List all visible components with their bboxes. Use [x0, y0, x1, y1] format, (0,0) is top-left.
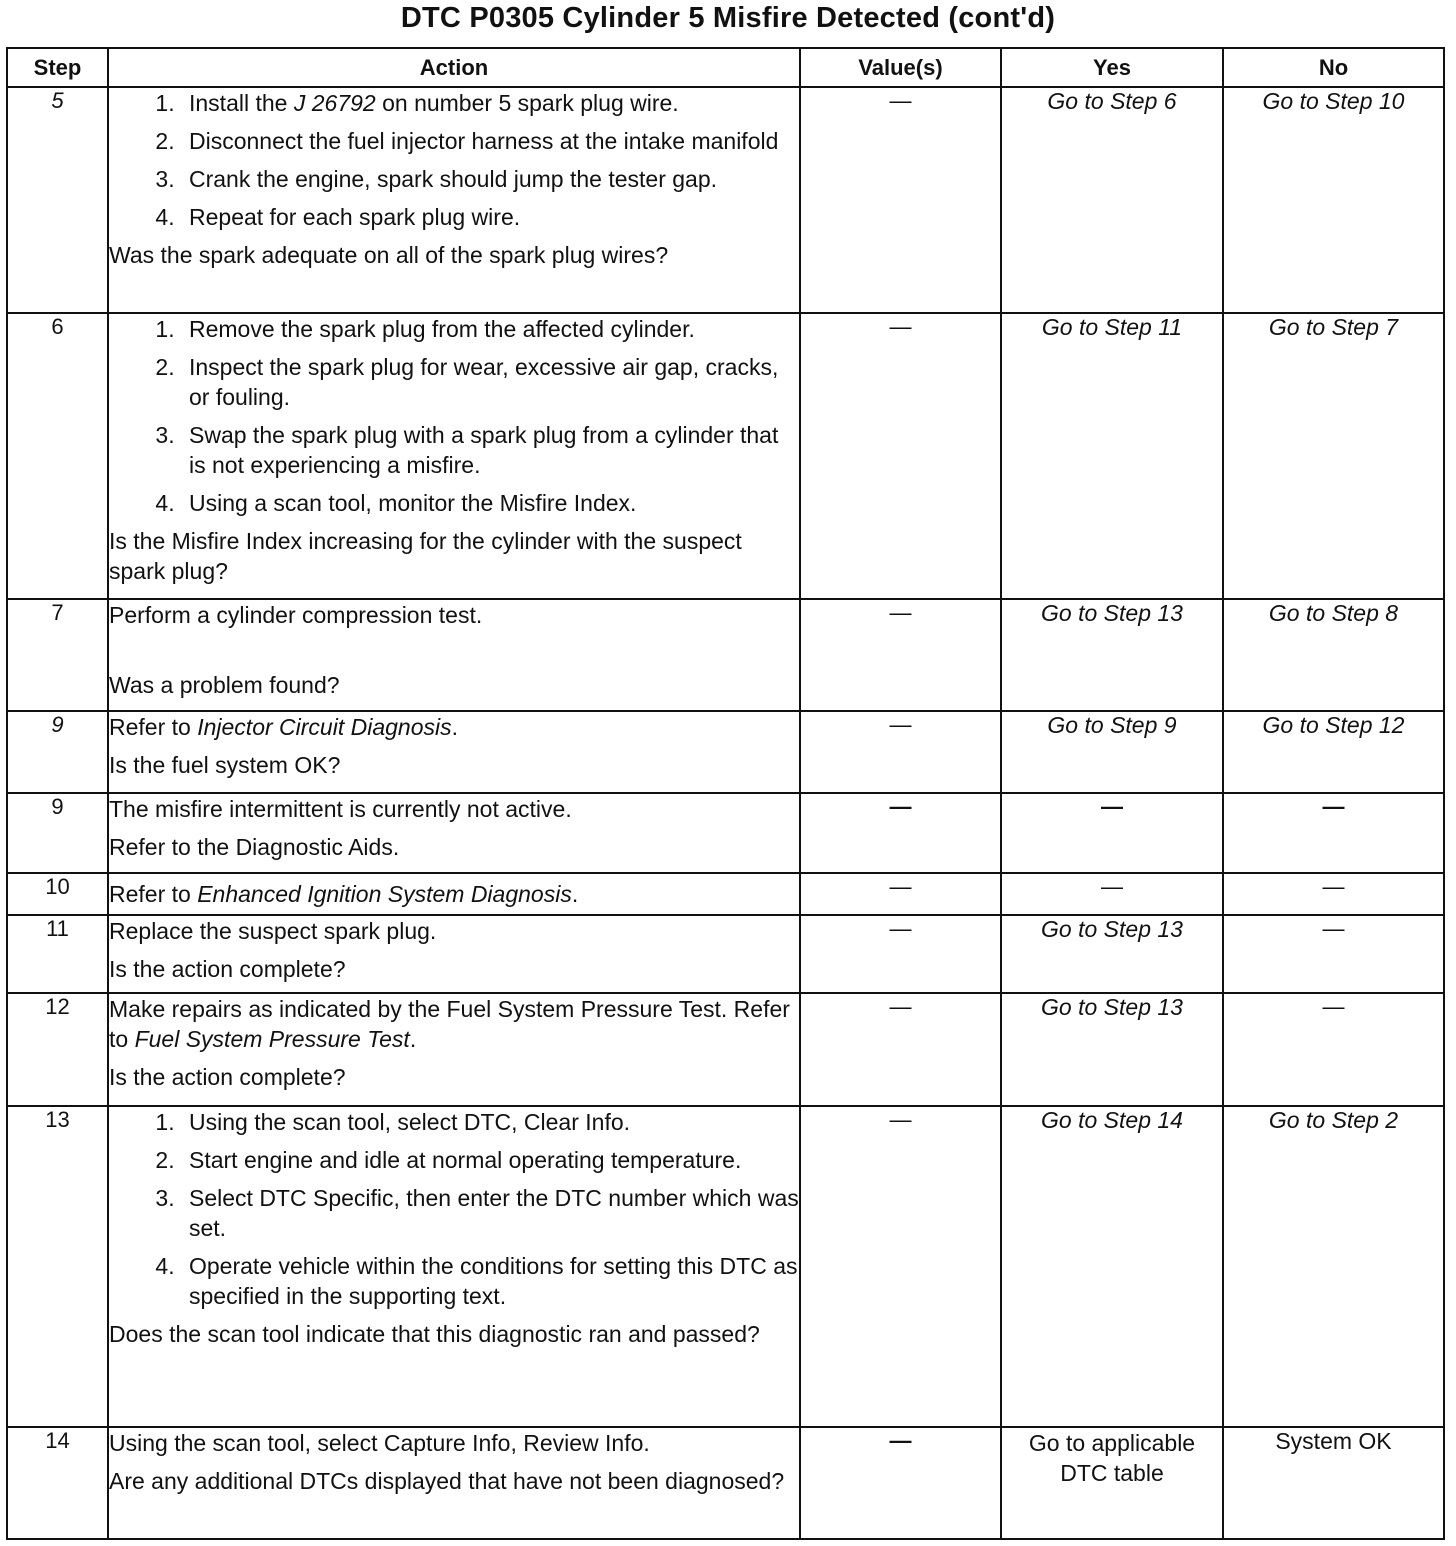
action-question: Is the action complete?	[109, 956, 346, 982]
value-cell: —	[800, 793, 1001, 873]
table-row	[7, 793, 1444, 873]
action-steps	[109, 88, 799, 232]
yes-cell: Go to Step 9	[1001, 711, 1223, 793]
action-step: 3. Crank the engine, spark should jump the tester gap.	[181, 164, 799, 194]
value-cell: —	[800, 1106, 1001, 1427]
action-step: 1. Install the J 26792 on number 5 spark plug wire.	[181, 88, 799, 118]
header-action: Action	[108, 48, 800, 87]
action-question: Does the scan tool indicate that this diagnostic ran and passed?	[109, 1321, 760, 1347]
action-step: 4. Repeat for each spark plug wire.	[181, 202, 799, 232]
table-row	[7, 711, 1444, 793]
no-cell: —	[1223, 793, 1444, 873]
action-steps	[109, 314, 799, 518]
action-step: 1. Remove the spark plug from the affected cylinder.	[181, 314, 799, 344]
step-number: 5	[7, 87, 108, 313]
action-step: 3. Swap the spark plug with a spark plug from a cylinder that is not experiencing a misfire.	[181, 420, 799, 480]
action-cell	[108, 793, 800, 873]
action-text: Using the scan tool, select Capture Info, Review Info.	[109, 1430, 650, 1456]
table-row	[7, 915, 1444, 993]
header-row	[7, 48, 1444, 87]
action-question: Are any additional DTCs displayed that have not been diagnosed?	[109, 1468, 785, 1494]
value-cell: —	[800, 873, 1001, 915]
no-cell: Go to Step 8	[1223, 599, 1444, 711]
yes-cell: —	[1001, 873, 1223, 915]
no-cell: Go to Step 10	[1223, 87, 1444, 313]
no-cell: Go to Step 7	[1223, 313, 1444, 599]
table-row	[7, 1106, 1444, 1427]
table-row	[7, 993, 1444, 1106]
step-number: 7	[7, 599, 108, 711]
action-cell	[108, 1106, 800, 1427]
yes-cell: Go to Step 14	[1001, 1106, 1223, 1427]
action-text: Replace the suspect spark plug.	[109, 918, 437, 944]
action-question: Is the Misfire Index increasing for the cylinder with the suspect spark plug?	[109, 528, 742, 584]
step-number: 14	[7, 1427, 108, 1539]
no-cell: —	[1223, 993, 1444, 1106]
step-number: 6	[7, 313, 108, 599]
header-no: No	[1223, 48, 1444, 87]
header-yes: Yes	[1001, 48, 1223, 87]
header-values: Value(s)	[800, 48, 1001, 87]
action-question: Was a problem found?	[109, 672, 340, 698]
action-cell	[108, 599, 800, 711]
step-number: 10	[7, 873, 108, 915]
yes-cell: Go to Step 13	[1001, 915, 1223, 993]
table-row	[7, 599, 1444, 711]
action-text: Make repairs as indicated by the Fuel System Pressure Test. Refer to Fuel System Pressure Test.	[109, 996, 790, 1052]
yes-cell: Go to applicable DTC table	[1001, 1427, 1223, 1539]
action-cell	[108, 915, 800, 993]
action-cell	[108, 993, 800, 1106]
step-number: 9	[7, 711, 108, 793]
value-cell: —	[800, 87, 1001, 313]
action-cell	[108, 873, 800, 915]
action-text: The misfire intermittent is currently not active.	[109, 796, 572, 822]
value-cell: —	[800, 993, 1001, 1106]
yes-cell: —	[1001, 793, 1223, 873]
yes-cell: Go to Step 13	[1001, 599, 1223, 711]
diagnostic-table	[6, 47, 1445, 1540]
table-row	[7, 87, 1444, 313]
header-step: Step	[7, 48, 108, 87]
action-cell	[108, 711, 800, 793]
action-step: 4. Operate vehicle within the conditions for setting this DTC as specified in the supporting text.	[181, 1251, 799, 1311]
action-step: 2. Inspect the spark plug for wear, excessive air gap, cracks, or fouling.	[181, 352, 799, 412]
action-step: 2. Disconnect the fuel injector harness at the intake manifold	[181, 126, 799, 156]
no-cell: —	[1223, 873, 1444, 915]
table-row	[7, 313, 1444, 599]
action-text: Refer to Injector Circuit Diagnosis.	[109, 714, 458, 740]
action-cell	[108, 87, 800, 313]
action-cell	[108, 1427, 800, 1539]
action-text: Perform a cylinder compression test.	[109, 602, 483, 628]
value-cell: —	[800, 599, 1001, 711]
value-cell: —	[800, 711, 1001, 793]
value-cell: —	[800, 1427, 1001, 1539]
value-cell: —	[800, 915, 1001, 993]
step-number: 11	[7, 915, 108, 993]
action-step: 2. Start engine and idle at normal operating temperature.	[181, 1145, 799, 1175]
step-number: 12	[7, 993, 108, 1106]
step-number: 9	[7, 793, 108, 873]
yes-cell: Go to Step 11	[1001, 313, 1223, 599]
no-cell: System OK	[1223, 1427, 1444, 1539]
no-cell: —	[1223, 915, 1444, 993]
action-question: Refer to the Diagnostic Aids.	[109, 834, 400, 860]
no-cell: Go to Step 12	[1223, 711, 1444, 793]
action-question: Is the fuel system OK?	[109, 752, 341, 778]
yes-cell: Go to Step 6	[1001, 87, 1223, 313]
table-row	[7, 1427, 1444, 1539]
table-row	[7, 873, 1444, 915]
action-step: 4. Using a scan tool, monitor the Misfire Index.	[181, 488, 799, 518]
action-question: Is the action complete?	[109, 1064, 346, 1090]
step-number: 13	[7, 1106, 108, 1427]
action-steps	[109, 1107, 799, 1311]
action-text: Refer to Enhanced Ignition System Diagnosis.	[109, 881, 579, 907]
action-step: 1. Using the scan tool, select DTC, Clear Info.	[181, 1107, 799, 1137]
no-cell: Go to Step 2	[1223, 1106, 1444, 1427]
yes-cell: Go to Step 13	[1001, 993, 1223, 1106]
value-cell: —	[800, 313, 1001, 599]
action-question: Was the spark adequate on all of the spark plug wires?	[109, 242, 669, 268]
action-cell	[108, 313, 800, 599]
action-step: 3. Select DTC Specific, then enter the DTC number which was set.	[181, 1183, 799, 1243]
page-title: DTC P0305 Cylinder 5 Misfire Detected (cont'd)	[400, 2, 1056, 34]
